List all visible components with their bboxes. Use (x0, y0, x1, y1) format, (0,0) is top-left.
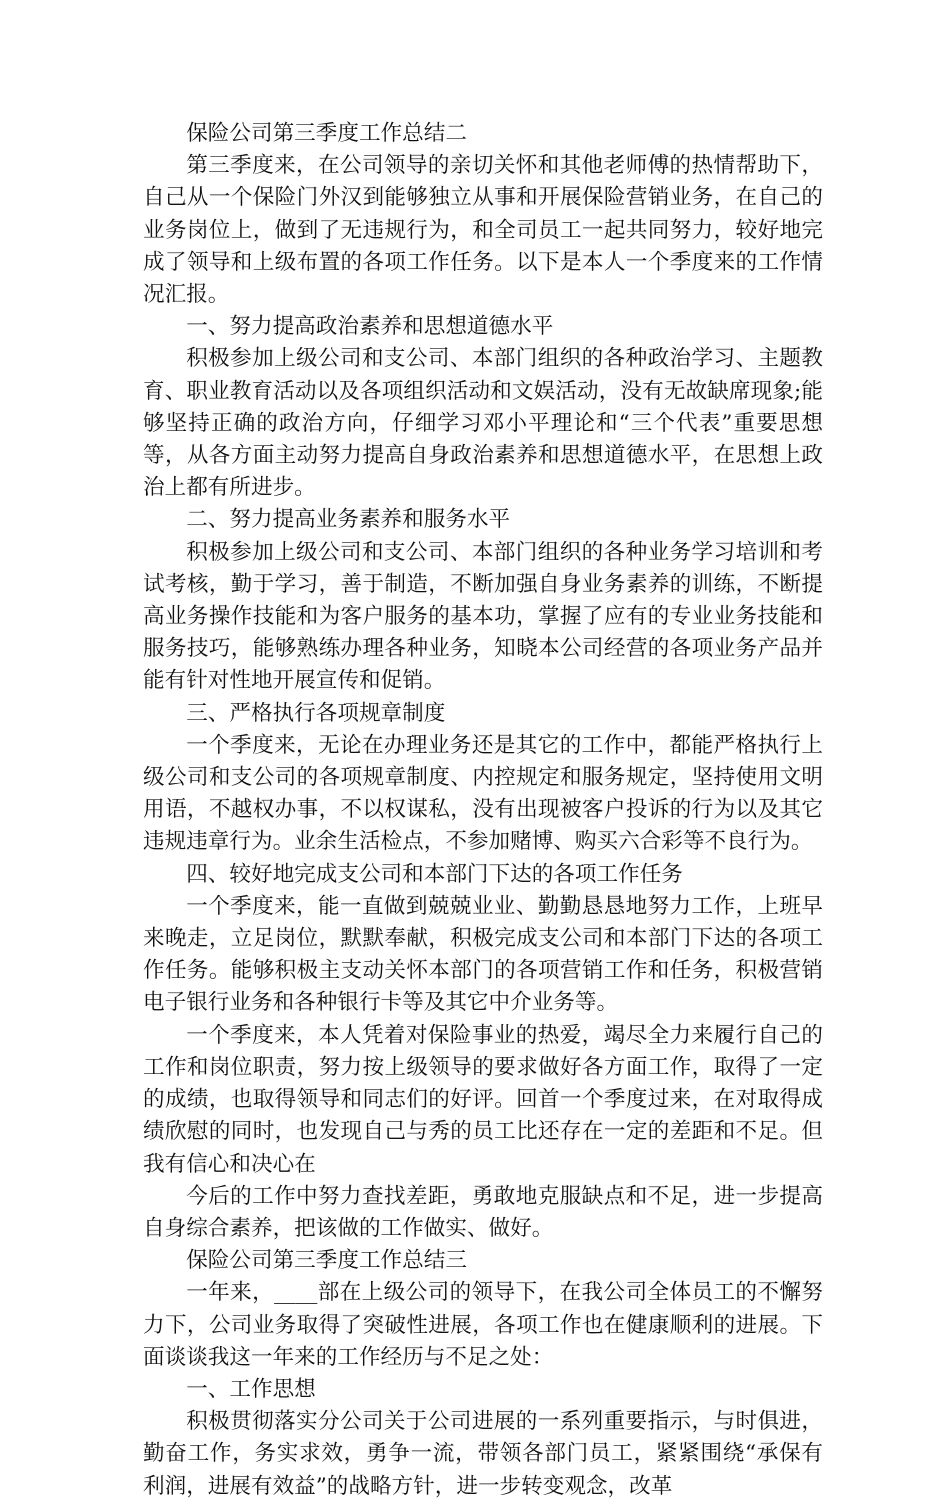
body-paragraph: 今后的工作中努力查找差距，勇敢地克服缺点和不足，进一步提高自身综合素养，把该做的工作做实、做好。 (143, 1183, 823, 1241)
document-body (143, 118, 823, 1503)
body-paragraph: 积极参加上级公司和支公司、本部门组织的各种政治学习、主题教育、职业教育活动以及各项组织活动和文娱活动，没有无故缺席现象;能够坚持正确的政治方向，仔细学习邓小平理论和“三个代表”重要思想等，从各方面主动努力提高自身政治素养和思想道德水平，在思想上政治上都有所进步。 (143, 346, 823, 501)
body-paragraph: 第三季度来，在公司领导的亲切关怀和其他老师傅的热情帮助下，自己从一个保险门外汉到能够独立从事和开展保险营销业务，在自己的业务岗位上，做到了无违规行为，和全司员工一起共同努力，较好地完成了领导和上级布置的各项工作任务。以下是本人一个季度来的工作情况汇报。 (143, 153, 823, 308)
section-heading: 三、严格执行各项规章制度 (186, 700, 446, 726)
body-paragraph: 一个季度来，能一直做到兢兢业业、勤勤恳恳地努力工作，上班早来晚走，立足岗位，默默奉献，积极完成支公司和本部门下达的各项工作任务。能够积极主支动关怀本部门的各项营销工作和任务，积极营销电子银行业务和各种银行卡等及其它中介业务等。 (143, 893, 823, 1016)
section-heading: 一、工作思想 (186, 1376, 316, 1402)
section-title: 保险公司第三季度工作总结二 (186, 121, 467, 146)
body-paragraph: 积极贯彻落实分公司关于公司进展的一系列重要指示，与时俱进，勤奋工作，务实求效，勇争一流，带领各部门员工，紧紧围绕“承保有利润，进展有效益”的战略方针，进一步转变观念，改革 (143, 1409, 823, 1499)
body-paragraph: 一个季度来，无论在办理业务还是其它的工作中，都能严格执行上级公司和支公司的各项规章制度、内控规定和服务规定，坚持使用文明用语，不越权办事，不以权谋私，没有出现被客户投诉的行为以及其它违规违章行为。业余生活检点，不参加赌博、购买六合彩等不良行为。 (143, 732, 823, 855)
body-paragraph: 积极参加上级公司和支公司、本部门组织的各种业务学习培训和考试考核，勤于学习，善于制造，不断加强自身业务素养的训练，不断提高业务操作技能和为客户服务的基本功，掌握了应有的专业业务技能和服务技巧，能够熟练办理各种业务，知晓本公司经营的各项业务产品并能有针对性地开展宣传和促销。 (143, 539, 823, 694)
section-heading: 二、努力提高业务素养和服务水平 (186, 507, 511, 533)
body-paragraph: 一个季度来，本人凭着对保险事业的热爱，竭尽全力来履行自己的工作和岗位职责，努力按上级领导的要求做好各方面工作，取得了一定的成绩，也取得领导和同志们的好评。回首一个季度过来，在对取得成绩欣慰的同时，也发现自己与秀的员工比还存在一定的差距和不足。但我有信心和决心在 (143, 1022, 823, 1177)
section-title: 保险公司第三季度工作总结三 (186, 1248, 467, 1274)
section-heading: 四、较好地完成支公司和本部门下达的各项工作任务 (186, 861, 683, 887)
section-heading: 一、努力提高政治素养和思想道德水平 (186, 314, 554, 340)
body-paragraph: 一年来，____部在上级公司的领导下，在我公司全体员工的不懈努力下，公司业务取得了突破性进展，各项工作也在健康顺利的进展。下面谈谈我这一年来的工作经历与不足之处： (143, 1280, 823, 1370)
